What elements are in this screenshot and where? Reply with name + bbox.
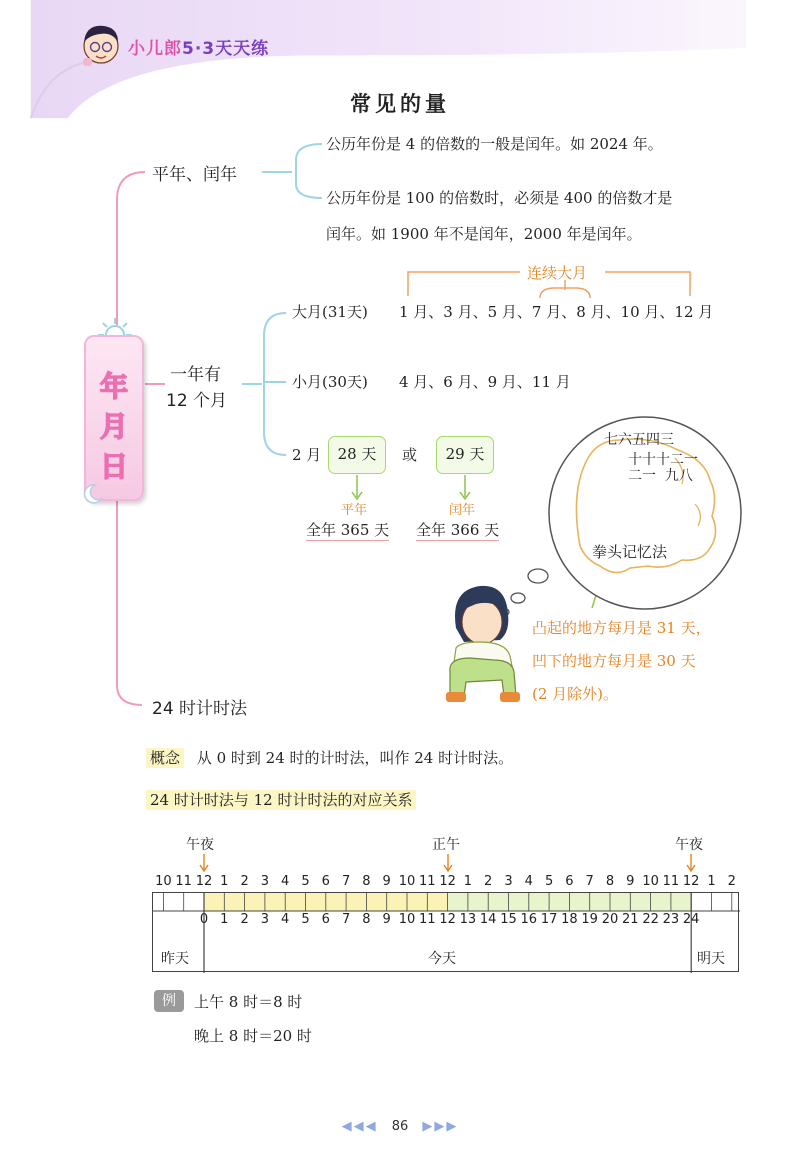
page-footer <box>0 1119 800 1134</box>
twelve-hour-number: 3 <box>504 874 513 889</box>
hour-number: 6 <box>321 912 330 927</box>
twelve-hour-number: 11 <box>175 874 192 889</box>
small-month-label: 小月(30天) <box>292 373 368 391</box>
leap-rule-2-line2: 闰年。如 1900 年不是闰年，2000 年是闰年。 <box>326 225 642 243</box>
or-label: 或 <box>402 446 418 464</box>
twelve-hour-number: 5 <box>301 874 310 889</box>
twenty-four-hour-numbers <box>0 912 800 930</box>
brand-name: 小儿郎 <box>128 39 182 59</box>
concept-text: 从 0 时到 24 时的计时法，叫作 24 时计时法。 <box>196 749 514 767</box>
hour-number: 9 <box>382 912 391 927</box>
twelve-hour-number: 11 <box>662 874 680 889</box>
example-line1: 上午 8 时＝8 时 <box>194 993 303 1011</box>
twelve-hour-number: 5 <box>544 874 554 889</box>
center-char-month: 月 <box>99 410 128 443</box>
page-title: 常见的量 <box>350 92 450 116</box>
hour-number: 14 <box>479 912 497 927</box>
hour-number: 21 <box>622 912 639 927</box>
yesterday-label: 昨天 <box>161 951 189 967</box>
fist-knuckle-top: 七六五四三 <box>604 432 674 448</box>
hour-number: 24 <box>682 912 700 927</box>
leap-rule-1: 公历年份是 4 的倍数的一般是闰年。如 2024 年。 <box>326 135 663 153</box>
hour-number: 7 <box>341 912 351 927</box>
feb-28-days: 28 天 <box>328 436 386 474</box>
twelve-hour-number: 8 <box>362 874 371 889</box>
tomorrow-label: 明天 <box>697 951 725 967</box>
timeline-arrows <box>0 852 800 876</box>
hour-number: 23 <box>662 912 680 927</box>
noon-label: 正午 <box>432 837 460 853</box>
fist-knuckle-mid: 十十十二一 <box>628 452 698 468</box>
brand-series: 5·3天天练 <box>182 39 270 59</box>
hour-number: 1 <box>220 912 229 927</box>
branch-months-line1: 一年有 <box>170 365 221 385</box>
concept-tag: 概念 <box>146 748 184 768</box>
hour-number: 18 <box>561 912 578 927</box>
midnight-right-label: 午夜 <box>675 837 703 853</box>
hour-number: 0 <box>199 912 209 927</box>
twelve-hour-numbers <box>0 874 800 892</box>
leap-year-label: 闰年 <box>449 503 476 518</box>
hour-number: 4 <box>281 912 290 927</box>
twelve-hour-number: 8 <box>605 874 615 889</box>
branch-24-hour: 24 时计时法 <box>152 699 248 719</box>
hour-number: 20 <box>601 912 619 927</box>
twelve-hour-number: 12 <box>439 874 456 889</box>
twelve-hour-number: 2 <box>484 874 493 889</box>
feb-29-days: 29 天 <box>436 436 494 474</box>
fist-note-line1: 凸起的地方每月是 31 天， <box>532 619 711 637</box>
common-year-label: 平年 <box>341 503 368 518</box>
footer-left-arrows: ◀◀◀ <box>341 1119 378 1134</box>
twelve-hour-number: 1 <box>220 874 229 889</box>
twelve-hour-number: 2 <box>240 874 249 889</box>
moon-icon <box>80 482 104 506</box>
fist-note-line3: (2 月除外)。 <box>532 685 619 703</box>
hour-number: 3 <box>260 912 270 927</box>
hour-number: 5 <box>301 912 310 927</box>
twelve-hour-number: 12 <box>682 874 700 889</box>
common-year-total: 全年 365 天 <box>306 521 390 539</box>
feb-label: 2 月 <box>292 446 322 464</box>
midnight-left-label: 午夜 <box>186 837 214 853</box>
twelve-hour-number: 1 <box>707 874 716 889</box>
twelve-hour-number: 3 <box>260 874 270 889</box>
leap-rule-2-line1: 公历年份是 100 的倍数时，必须是 400 的倍数才是 <box>326 189 673 207</box>
twelve-hour-number: 6 <box>565 874 574 889</box>
twelve-hour-number: 10 <box>642 874 659 889</box>
twelve-hour-number: 9 <box>626 874 635 889</box>
hour-number: 11 <box>419 912 436 927</box>
consecutive-big-months-label: 连续大月 <box>527 264 588 282</box>
branch-leap-year: 平年、闰年 <box>152 165 237 185</box>
center-char-day: 日 <box>99 450 128 483</box>
hour-number: 2 <box>240 912 249 927</box>
page-number: 86 <box>391 1119 409 1134</box>
twelve-hour-number: 11 <box>419 874 436 889</box>
twelve-hour-number: 4 <box>281 874 290 889</box>
big-month-list: 1 月、3 月、5 月、7 月、8 月、10 月、12 月 <box>399 303 714 321</box>
twelve-hour-number: 1 <box>463 874 473 889</box>
hour-number: 22 <box>642 912 659 927</box>
today-label: 今天 <box>428 951 456 967</box>
center-topic-box <box>84 335 144 501</box>
hour-number: 10 <box>398 912 416 927</box>
twelve-hour-number: 10 <box>398 874 416 889</box>
small-month-list: 4 月、6 月、9 月、11 月 <box>399 373 571 391</box>
example-line2: 晚上 8 时＝20 时 <box>194 1027 312 1045</box>
twelve-hour-number: 7 <box>341 874 351 889</box>
twelve-hour-number: 12 <box>195 874 213 889</box>
fist-knuckle-bot: 二一 九八 <box>628 468 693 484</box>
twelve-hour-number: 10 <box>155 874 172 889</box>
hour-number: 16 <box>520 912 538 927</box>
hour-number: 17 <box>540 912 558 927</box>
center-char-year: 年 <box>99 370 128 403</box>
hour-number: 19 <box>581 912 598 927</box>
twelve-hour-number: 9 <box>382 874 391 889</box>
correspondence-title: 24 时计时法与 12 时计时法的对应关系 <box>146 790 416 810</box>
twelve-hour-number: 2 <box>727 874 736 889</box>
fist-note-line2: 凹下的地方每月是 30 天 <box>532 652 696 670</box>
hour-number: 12 <box>439 912 456 927</box>
hour-number: 15 <box>500 912 517 927</box>
branch-months-line2: 12 个月 <box>166 391 228 411</box>
twelve-hour-number: 7 <box>585 874 594 889</box>
hour-number: 13 <box>459 912 477 927</box>
thinking-boy-illustration <box>446 586 520 702</box>
big-month-label: 大月(31天) <box>292 303 368 321</box>
example-tag: 例 <box>154 990 184 1012</box>
leap-year-total: 全年 366 天 <box>416 521 500 539</box>
fist-memory-caption: 拳头记忆法 <box>592 543 668 561</box>
hour-number: 8 <box>362 912 371 927</box>
twelve-hour-number: 6 <box>321 874 330 889</box>
twelve-hour-number: 4 <box>524 874 533 889</box>
footer-right-arrows: ▶▶▶ <box>422 1119 459 1134</box>
